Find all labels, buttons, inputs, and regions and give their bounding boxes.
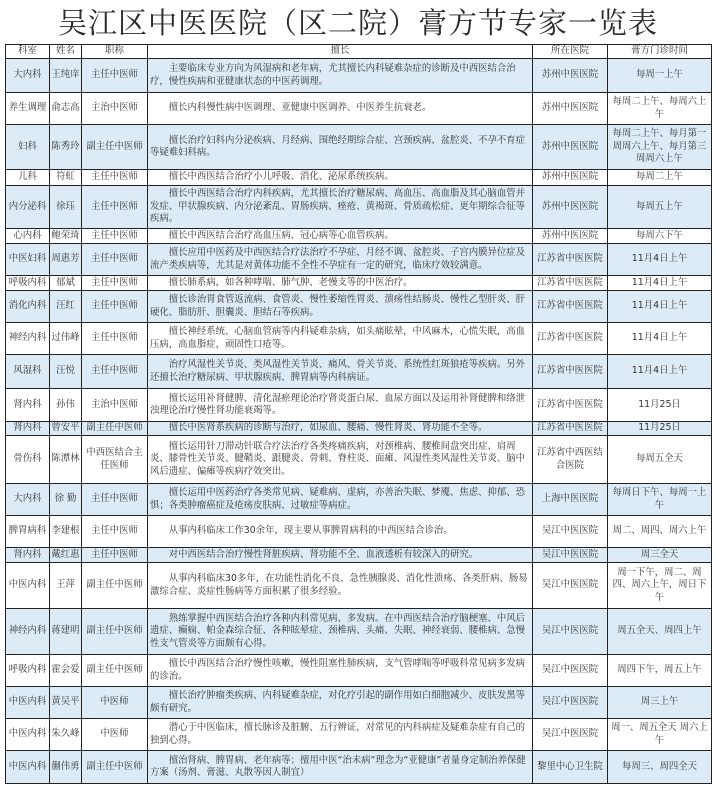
name-cell: 戴红惠 <box>50 548 82 563</box>
dept-cell: 中医内科 <box>6 563 50 609</box>
name-cell: 蒯伟勇 <box>50 751 82 784</box>
hospital-cell: 吴江中医医院 <box>533 719 608 751</box>
dept-cell: 骨伤科 <box>6 436 50 484</box>
hospital-cell: 苏州中医医院 <box>533 229 608 244</box>
dept-cell: 呼吸内科 <box>6 276 50 291</box>
title-cell: 主任中医师 <box>82 548 148 563</box>
time-cell: 每周三、周四全天 <box>608 751 712 784</box>
name-cell: 朱久峰 <box>50 719 82 751</box>
hospital-cell: 江苏省中医医院 <box>533 355 608 389</box>
title-cell: 中医师 <box>82 687 148 719</box>
table-row <box>6 687 712 719</box>
title-cell: 主任中医师 <box>82 170 148 186</box>
title-cell: 主任中医师 <box>82 355 148 389</box>
title-cell: 主治中医师 <box>82 93 148 125</box>
name-cell: 霍会爱 <box>50 655 82 687</box>
dept-cell: 大内科 <box>6 484 50 516</box>
title-cell: 主任中医师 <box>82 229 148 244</box>
time-cell: 周二、周四、周六上午 <box>608 516 712 548</box>
time-cell: 周一下午，周二、周四、周六上午，周日下午 <box>608 563 712 609</box>
name-cell: 俞志高 <box>50 93 82 125</box>
dept-cell: 中医内科 <box>6 751 50 784</box>
dept-cell: 神经内科 <box>6 609 50 655</box>
specialty-cell: 从事内科临床30多年，在功能性消化不良、急性胰腺炎、消化性溃疡、各类肝病、肠易激综合症、炎症性肠病等方面积累了很多经验。 <box>148 563 533 609</box>
dept-cell: 风湿科 <box>6 355 50 389</box>
table-row <box>6 751 712 784</box>
dept-cell: 大内科 <box>6 59 50 93</box>
header-title: 职称 <box>82 45 148 59</box>
hospital-cell: 吴江中医医院 <box>533 563 608 609</box>
hospital-cell: 江苏省中医医院 <box>533 244 608 276</box>
header-name: 姓名 <box>50 45 82 59</box>
title-cell: 中西医结合主任医师 <box>82 436 148 484</box>
time-cell: 周三全天 <box>608 548 712 563</box>
specialty-cell: 擅长治疗肿瘤类疾病、内科疑难杂症，对化疗引起的副作用如白细胞减少、皮肤发黑等颇有研究。 <box>148 687 533 719</box>
table-row <box>6 719 712 751</box>
title-cell: 主任中医师 <box>82 244 148 276</box>
name-cell: 符虹 <box>50 170 82 186</box>
time-cell: 每周一上午 <box>608 59 712 93</box>
hospital-cell: 苏州中医医院 <box>533 93 608 125</box>
time-cell: 11月25日 <box>608 422 712 436</box>
table-row <box>6 609 712 655</box>
time-cell: 11月25日 <box>608 389 712 422</box>
title-cell: 主任中医师 <box>82 276 148 291</box>
table-row <box>6 655 712 687</box>
specialty-cell: 擅长中西医结合治疗小儿呼吸、消化、泌尿系统疾病。 <box>148 170 533 186</box>
hospital-cell: 江苏省中医医院 <box>533 291 608 323</box>
specialty-cell: 擅长运用针刀滞动针联合疗法治疗各类疼痛疾病，对颈椎病、腰椎间盘突出症、肩周炎、膝骨性关节炎、腱鞘炎、跟腱炎、骨刺、脊柱炎、面瘫、风湿性类风湿性关节炎、脑中风后遗症、偏瘫等疾病疗效突出。 <box>148 436 533 484</box>
table-row <box>6 323 712 355</box>
name-cell: 黄吴平 <box>50 687 82 719</box>
title-cell: 主任中医师 <box>82 323 148 355</box>
specialty-cell: 擅长诊治胃食管返流病、食管炎、慢性萎缩性胃炎、溃疡性结肠炎、慢性乙型肝炎、肝硬化、脂肪肝、胆囊炎、胆结石等疾病。 <box>148 291 533 323</box>
hospital-cell: 上海中医医院 <box>533 484 608 516</box>
title-cell: 副主任中医师 <box>82 609 148 655</box>
table-body <box>6 59 712 784</box>
table-row <box>6 422 712 436</box>
dept-cell: 肾内科 <box>6 548 50 563</box>
table-row <box>6 484 712 516</box>
time-cell: 每周二上午 <box>608 170 712 186</box>
specialty-cell: 主要临床专业方向为风湿病和老年病，尤其擅长内科疑难杂症的诊断及中西医结合治疗，慢性疾病和亚健康状态的中医药调理。 <box>148 59 533 93</box>
name-cell: 周惠芳 <box>50 244 82 276</box>
hospital-cell: 江苏省中西医结合医院 <box>533 436 608 484</box>
hospital-cell: 苏州中医医院 <box>533 186 608 229</box>
dept-cell: 儿科 <box>6 170 50 186</box>
table-row <box>6 291 712 323</box>
name-cell: 鲍荣琦 <box>50 229 82 244</box>
dept-cell: 中医内科 <box>6 719 50 751</box>
header-time: 膏方门诊时间 <box>608 45 712 59</box>
specialty-cell: 擅长内科慢性病中医调理、亚健康中医调养、中医养生抗衰老。 <box>148 93 533 125</box>
page-title: 吴江区中医医院（区二院）膏方节专家一览表 <box>57 6 658 40</box>
name-cell: 陈秀玲 <box>50 125 82 170</box>
hospital-cell: 苏州中医医院 <box>533 125 608 170</box>
name-cell: 汪悦 <box>50 355 82 389</box>
hospital-cell: 江苏省中医医院 <box>533 389 608 422</box>
hospital-cell: 江苏省中医医院 <box>533 276 608 291</box>
title-cell: 主任中医师 <box>82 186 148 229</box>
specialty-cell: 擅长神经系统、心脑血管病等内科疑难杂病，如头痛眩晕，中风麻木，心慌失眠，高血压病，高血脂症，顽固性口疮等。 <box>148 323 533 355</box>
dept-cell: 呼吸内科 <box>6 655 50 687</box>
hospital-cell: 江苏省中医医院 <box>533 323 608 355</box>
specialty-cell: 擅治肾病、脾胃病、老年病等；擅用中医“治未病”理念为“亚健康”者量身定制治养保健方案（汤剂、膏滋、丸散等因人制宜） <box>148 751 533 784</box>
title-cell: 副主任中医师 <box>82 655 148 687</box>
title-cell: 副主任中医师 <box>82 125 148 170</box>
table-row <box>6 563 712 609</box>
title-cell: 主任中医师 <box>82 291 148 323</box>
dept-cell: 消化内科 <box>6 291 50 323</box>
specialty-cell: 擅长中西医结合治疗内科疾病，尤其擅长治疗糖尿病、高血压、高血脂及其心脑血管并发症、甲状腺疾病、内分泌紊乱、胃肠疾病、痤疮、黄褐斑、骨质疏松症、更年期综合征等疾病。 <box>148 186 533 229</box>
title-cell: 副主任中医师 <box>82 751 148 784</box>
table-row <box>6 229 712 244</box>
time-cell: 每周二上午、每周六上午 <box>608 93 712 125</box>
time-cell: 11月4日上午 <box>608 276 712 291</box>
hospital-cell: 吴江中医医院 <box>533 655 608 687</box>
table-row <box>6 516 712 548</box>
header-dept: 科室 <box>6 45 50 59</box>
specialty-cell: 潜心于中医临床，擅长脉诊及脏腑、五行辨证，对常见的内科病症及疑难杂症有自己的独到心得。 <box>148 719 533 751</box>
table-row <box>6 93 712 125</box>
hospital-cell: 黎里中心卫生院 <box>533 751 608 784</box>
title-cell: 主任中医师 <box>82 484 148 516</box>
title-cell: 主任中医师 <box>82 59 148 93</box>
table-row <box>6 389 712 422</box>
name-cell: 孙伟 <box>50 389 82 422</box>
name-cell: 蒋建明 <box>50 609 82 655</box>
dept-cell: 中医内科 <box>6 687 50 719</box>
name-cell: 王纯庠 <box>50 59 82 93</box>
time-cell: 每周二上午、每月第一周周六上午、每月第三周周六上午 <box>608 125 712 170</box>
time-cell: 每周六下午 <box>608 229 712 244</box>
specialty-cell: 擅长中西医结合治疗高血压病、冠心病等心血管疾病。 <box>148 229 533 244</box>
specialty-cell: 擅长治疗妇科内分泌疾病、月经病、围绝经期综合症、宫颈疾病、盆腔炎、不孕不育症等疑难妇科病。 <box>148 125 533 170</box>
hospital-cell: 吴江中医医院 <box>533 609 608 655</box>
specialty-cell: 擅长肺系病，如各种哮喘、肺气肿、老慢支等的中医治疗。 <box>148 276 533 291</box>
specialty-cell: 擅长应用中医药及中西医结合疗法治疗不孕症、月经不调、盆腔炎、子宫内膜异位症及流产类疾病等，尤其是对黄体功能不全性不孕症有一定的研究，临床疗效较满意。 <box>148 244 533 276</box>
time-cell: 每周五全天 <box>608 436 712 484</box>
dept-cell: 肾内科 <box>6 389 50 422</box>
time-cell: 周三上午 <box>608 687 712 719</box>
dept-cell: 脾胃病科 <box>6 516 50 548</box>
dept-cell: 养生调理 <box>6 93 50 125</box>
dept-cell: 内分泌科 <box>6 186 50 229</box>
dept-cell: 肾内科 <box>6 422 50 436</box>
table-row <box>6 59 712 93</box>
specialty-cell: 擅长运用补肾健脾、清化湿瘀理论治疗肾炎蛋白尿、血尿方面以及运用补肾健脾和络泄浊理论治疗慢性肾功能衰竭等。 <box>148 389 533 422</box>
title-cell: 中医师 <box>82 719 148 751</box>
specialty-cell: 擅长中西医结合治疗慢性咳嗽，慢性阻塞性肺疾病，支气管哮喘等呼吸科常见病多发病的诊治。 <box>148 655 533 687</box>
table-row <box>6 244 712 276</box>
name-cell: 徐 勤 <box>50 484 82 516</box>
specialty-cell: 治疗风湿性关节炎、类风湿性关节炎、痛风、骨关节炎、系统性红斑狼疮等疾病。另外还擅长治疗糖尿病、甲状腺疾病、脾胃病等内科病证。 <box>148 355 533 389</box>
title-cell: 副主任中医师 <box>82 563 148 609</box>
table-row <box>6 186 712 229</box>
time-cell: 11月4日上午 <box>608 244 712 276</box>
dept-cell: 中医妇科 <box>6 244 50 276</box>
specialty-cell: 从事内科临床工作30余年，现主要从事脾胃病科的中西医结合诊治。 <box>148 516 533 548</box>
hospital-cell: 江苏省中医医院 <box>533 422 608 436</box>
table-row <box>6 355 712 389</box>
specialty-cell: 熟练掌握中西医结合治疗各种内科常见病、多发病。在中西医结合治疗脑梗塞、中风后遗症、癫痫、帕金森综合征、各种眩晕症、颈椎病、头痛、失眠、神经衰弱、腰椎病、急慢性支气管炎等方面颇有心得。 <box>148 609 533 655</box>
specialty-cell: 擅长运用中医药治疗各类常见病、疑难病、虚病，亦善治失眠、梦魇、焦虑、抑郁、恐惧；各类肿瘤癌症及疮疡皮肤病、过敏症等病症。 <box>148 484 533 516</box>
time-cell: 周四下午，周五上午 <box>608 655 712 687</box>
name-cell: 徐珏 <box>50 186 82 229</box>
name-cell: 郁斌 <box>50 276 82 291</box>
table-row <box>6 548 712 563</box>
table-row <box>6 276 712 291</box>
time-cell: 11月4日上午 <box>608 355 712 389</box>
title-cell: 主治中医师 <box>82 389 148 422</box>
name-cell: 曾安平 <box>50 422 82 436</box>
header-specialty: 擅长 <box>148 45 533 59</box>
time-cell: 11月4日上午 <box>608 323 712 355</box>
time-cell: 周五全天、周四上午 <box>608 609 712 655</box>
title-cell: 主任中医师 <box>82 516 148 548</box>
dept-cell: 神经内科 <box>6 323 50 355</box>
dept-cell: 心内科 <box>6 229 50 244</box>
time-cell: 周一、周五全天 周六上午 <box>608 719 712 751</box>
name-cell: 过伟峰 <box>50 323 82 355</box>
expert-table <box>5 44 712 784</box>
table-row <box>6 436 712 484</box>
name-cell: 李建根 <box>50 516 82 548</box>
time-cell: 11月4日上午 <box>608 291 712 323</box>
time-cell: 每周日下午、每周一上午 <box>608 484 712 516</box>
name-cell: 汪红 <box>50 291 82 323</box>
hospital-cell: 吴江中医医院 <box>533 516 608 548</box>
table-header-row <box>6 45 712 59</box>
hospital-cell: 苏州中医医院 <box>533 59 608 93</box>
specialty-cell: 对中西医结合治疗慢性肾脏疾病、肾功能不全、血液透析有较深入的研究。 <box>148 548 533 563</box>
header-hospital: 所在医院 <box>533 45 608 59</box>
title-cell: 副主任中医师 <box>82 422 148 436</box>
dept-cell: 妇科 <box>6 125 50 170</box>
name-cell: 王萍 <box>50 563 82 609</box>
hospital-cell: 吴江中医医院 <box>533 687 608 719</box>
hospital-cell: 苏州中医医院 <box>533 170 608 186</box>
name-cell: 陈潭林 <box>50 436 82 484</box>
table-row <box>6 125 712 170</box>
hospital-cell: 吴江中医医院 <box>533 548 608 563</box>
specialty-cell: 擅长中医肾系疾病的诊断与治疗，如尿血、腰痛、慢性肾炎、肾功能不全等。 <box>148 422 533 436</box>
table-row <box>6 170 712 186</box>
time-cell: 每周五上午 <box>608 186 712 229</box>
